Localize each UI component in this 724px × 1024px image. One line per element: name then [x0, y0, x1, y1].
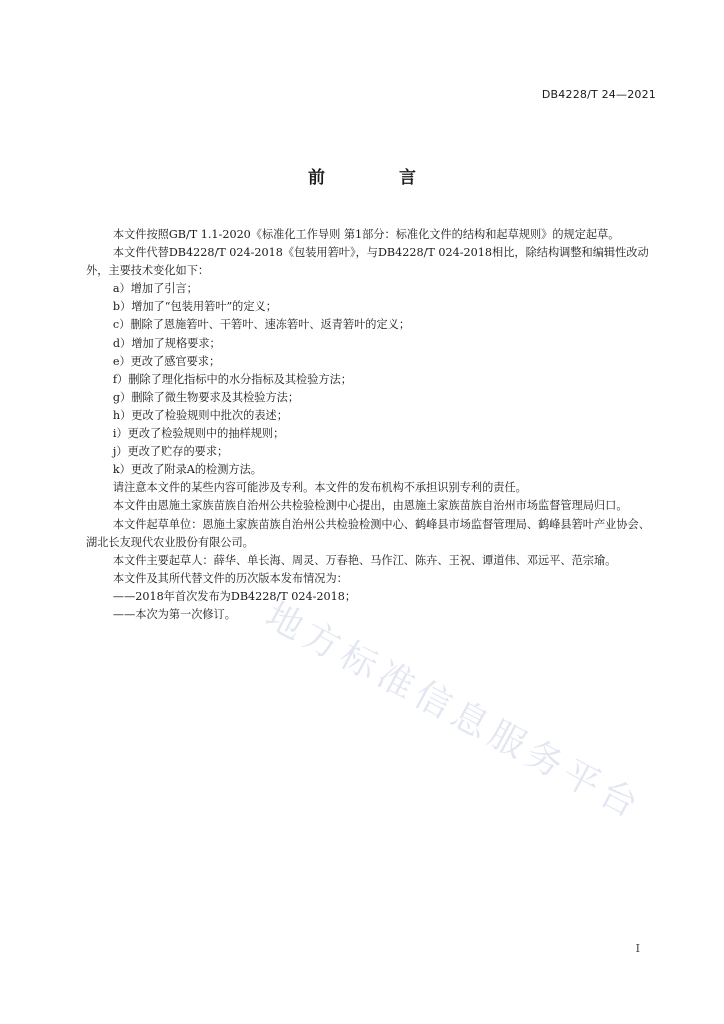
paragraph: d）增加了规格要求； — [112, 336, 221, 350]
paragraph: 本文件主要起草人：薛华、单长海、周灵、万春艳、马作江、陈卉、王祝、谭道伟、邓远平、范宗瑜。 — [112, 553, 617, 567]
paragraph: j）更改了贮存的要求； — [112, 445, 229, 459]
paragraph: 本文件起草单位：恩施土家族苗族自治州公共检验检测中心、鹤峰县市场监督管理局、鹤峰县箬叶产业协会、湖北长友现代农业股份有限公司。 — [86, 517, 650, 549]
body-text — [86, 226, 658, 624]
watermark: 地方标准信息服务平台 — [258, 595, 650, 829]
paragraph: 本文件代替DB4228/T 024-2018《包装用箬叶》，与DB4228/T 024-2018相比，除结构调整和编辑性改动外，主要技术变化如下： — [86, 246, 649, 278]
paragraph: k）更改了附录A的检测方法。 — [112, 463, 262, 477]
paragraph: 请注意本文件的某些内容可能涉及专利。本文件的发布机构不承担识别专利的责任。 — [112, 481, 527, 495]
paragraph: f）删除了理化指标中的水分指标及其检验方法； — [112, 372, 352, 386]
paragraph: 本文件及其所代替文件的历次版本发布情况为： — [112, 571, 348, 585]
page-title: 前 言 — [308, 168, 450, 188]
page-number: I — [635, 942, 640, 955]
document-code: DB4228/T 24—2021 — [541, 88, 656, 101]
paragraph: h）更改了检验规则中批次的表述； — [112, 408, 288, 422]
paragraph: 本文件按照GB/T 1.1-2020《标准化工作导则 第1部分：标准化文件的结构和起草规则》的规定起草。 — [112, 228, 620, 241]
paragraph: e）更改了感官要求； — [112, 354, 221, 368]
paragraph: b）增加了“包装用箬叶”的定义； — [112, 300, 277, 314]
paragraph: g）删除了微生物要求及其检验方法； — [112, 390, 300, 404]
paragraph: ——2018年首次发布为DB4228/T 024-2018； — [112, 589, 357, 603]
paragraph: i）更改了检验规则中的抽样规则； — [112, 427, 285, 441]
paragraph: c）删除了恩施箬叶、干箬叶、速冻箬叶、返青箬叶的定义； — [112, 318, 411, 332]
paragraph: a）增加了引言； — [112, 282, 198, 296]
paragraph: ——本次为第一次修订。 — [112, 607, 236, 621]
paragraph: 本文件由恩施土家族苗族自治州公共检验检测中心提出，由恩施土家族苗族自治州市场监督管理局归口。 — [112, 499, 628, 513]
